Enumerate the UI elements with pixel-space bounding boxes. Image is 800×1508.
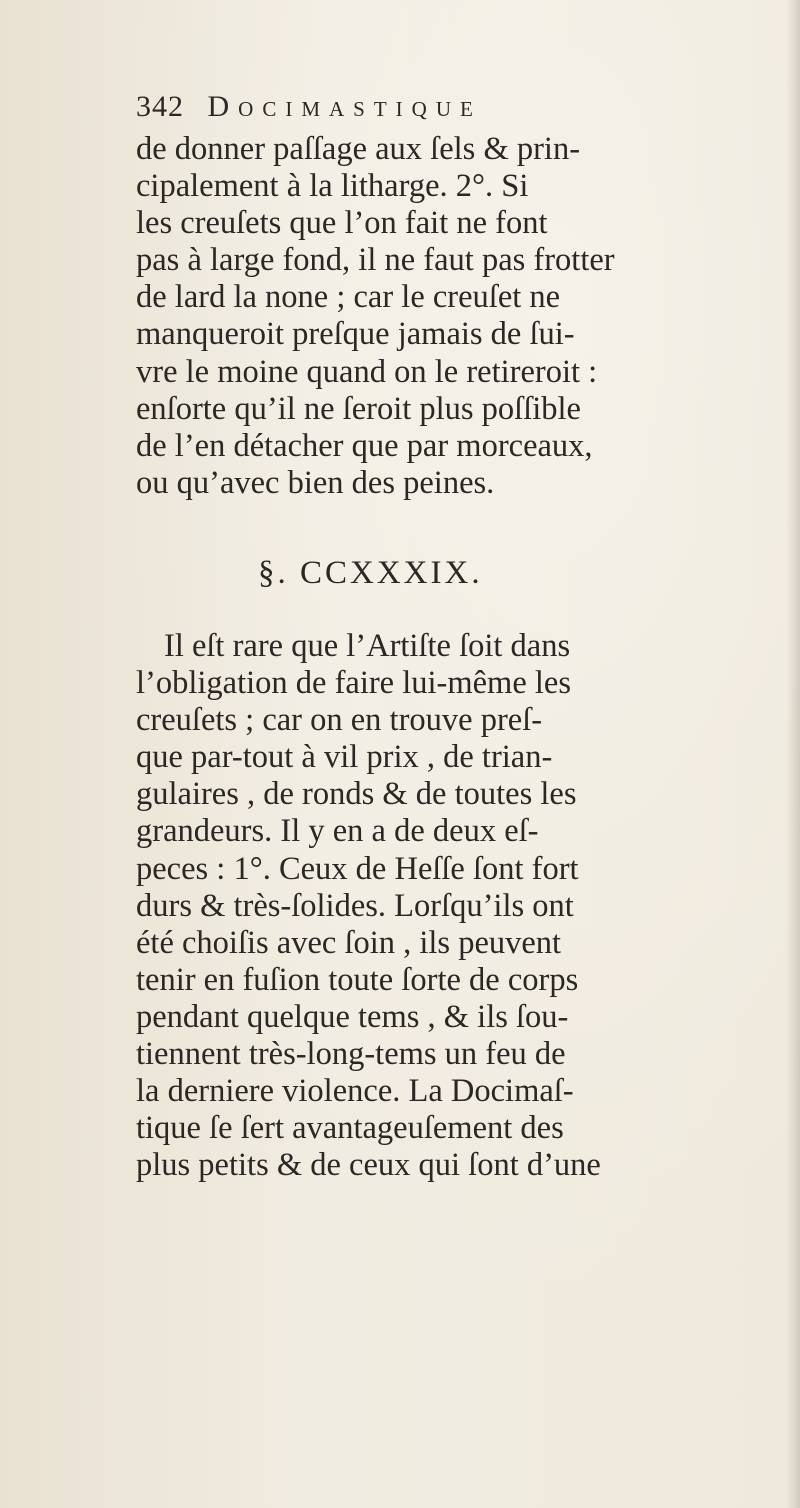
text-line: manqueroit preſque jamais de ſui- (136, 316, 575, 353)
text-line: grandeurs. Il y en a de deux eſ- (136, 813, 539, 850)
text-line: de lard la none ; car le creuſet ne (136, 279, 561, 316)
text-line: l’obligation de faire lui-même les (136, 665, 571, 702)
text-line: été choiſis avec ſoin , ils peuvent (136, 924, 562, 961)
paragraph-2 (136, 628, 726, 1184)
text-line: que par-tout à vil prix , de trian- (136, 739, 553, 776)
section-heading: §. CCXXXIX. (258, 555, 483, 591)
text-line: durs & très-ſolides. Lorſqu’ils ont (136, 887, 574, 924)
text-line: tenir en fuſion toute ſorte de corps (136, 961, 579, 998)
page-number: 342 (136, 90, 184, 123)
text-line: creuſets ; car on en trouve preſ- (136, 702, 543, 739)
text-line: de donner paſſage aux ſels & prin- (136, 131, 581, 167)
running-title: Docimastique (207, 90, 482, 123)
text-line: tique ſe ſert avantageuſement des (136, 1110, 564, 1147)
paragraph-1 (136, 131, 726, 502)
text-line: cipalement à la litharge. 2°. Si (136, 168, 529, 205)
text-line: gulaires , de ronds & de toutes les (136, 776, 577, 813)
page-header (136, 90, 696, 130)
text-line: de l’en détacher que par morceaux, (136, 427, 593, 464)
text-line: pas à large fond, il ne faut pas frotter (136, 242, 615, 279)
text-line: peces : 1°. Ceux de Heſſe ſont fort (136, 850, 579, 887)
text-line: Il eſt rare que l’Artiſte ſoit dans (164, 628, 571, 664)
text-line: tiennent très-long-tems un feu de (136, 1036, 566, 1073)
text-line: pendant quelque tems , & ils ſou- (136, 998, 569, 1035)
text-line: plus petits & de ceux qui ſont d’une (136, 1147, 601, 1184)
text-line: enſorte qu’il ne ſeroit plus poſſible (136, 390, 581, 427)
page-edge-shadow (786, 0, 800, 1508)
text-line: les creuſets que l’on fait ne font (136, 205, 548, 242)
text-line: vre le moine quand on le retireroit : (136, 353, 598, 390)
text-line: la derniere violence. La Docimaſ- (136, 1073, 574, 1110)
text-line: ou qu’avec bien des peines. (136, 464, 495, 501)
